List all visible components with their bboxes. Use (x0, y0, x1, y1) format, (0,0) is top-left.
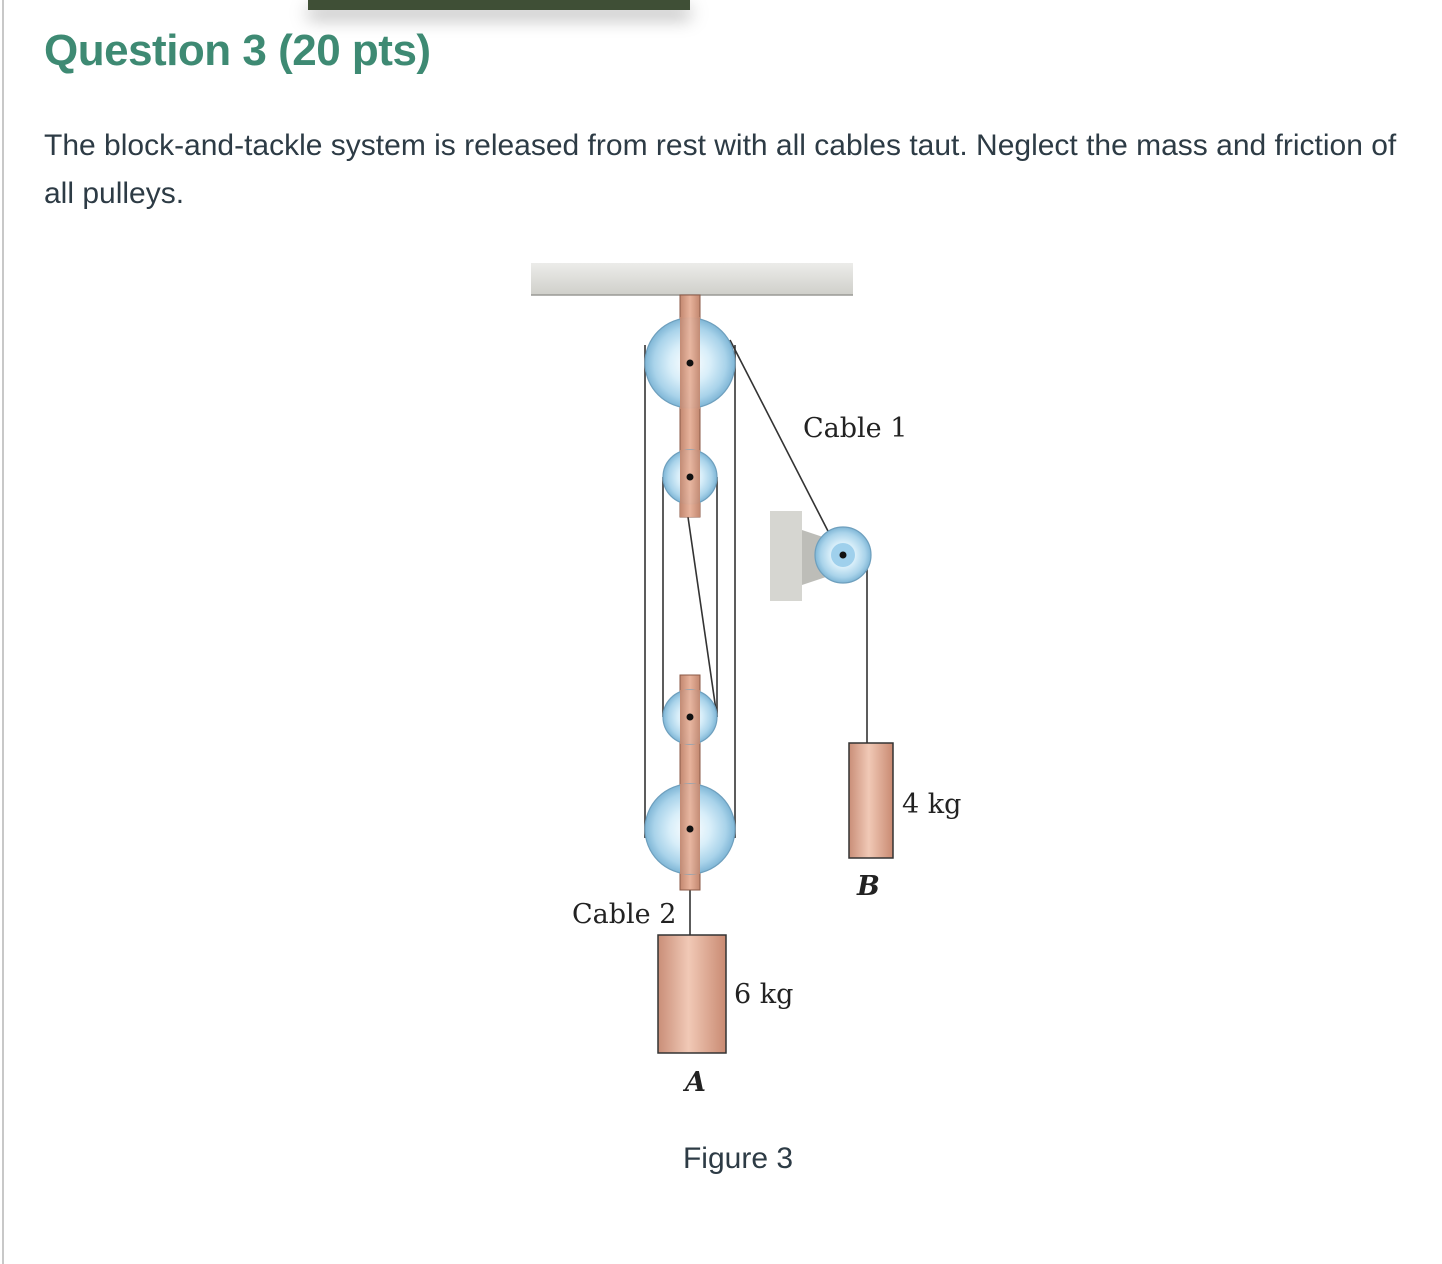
block-a (658, 935, 726, 1053)
left-border (2, 0, 4, 1264)
block-b (849, 743, 893, 858)
figure (520, 255, 980, 1115)
ceiling (531, 263, 853, 295)
label-cable-1: Cable 1 (803, 413, 908, 444)
lower-small-pulley (663, 690, 717, 744)
label-cable-2: Cable 2 (572, 899, 677, 930)
wall-bracket (770, 511, 802, 601)
question-text: The block-and-tackle system is released from rest with all cables taut. Neglect the mass and friction of all pulleys. (44, 129, 1397, 210)
figure-caption: Figure 3 (682, 1142, 794, 1175)
question-title: Question 3 (20 pts) (44, 26, 431, 75)
lower-large-pulley (645, 784, 735, 874)
top-tab (308, 0, 690, 10)
label-block-a: A (685, 1067, 706, 1098)
label-mass-b: 4 kg (902, 789, 962, 820)
pulley-diagram (520, 255, 980, 1115)
wall-pulley (815, 527, 871, 583)
upper-large-pulley (645, 317, 735, 409)
upper-small-pulley (663, 450, 717, 517)
label-block-b: B (857, 871, 880, 902)
label-mass-a: 6 kg (734, 979, 794, 1010)
